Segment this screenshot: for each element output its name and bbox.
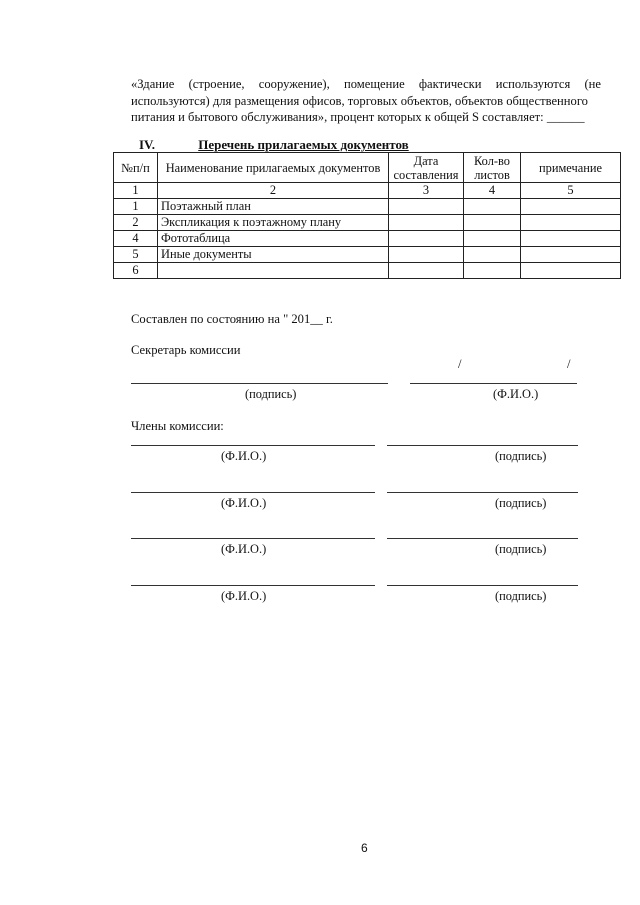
intro-line-2: питания и бытового обслуживания», процент которых к общей S составляет: ______: [131, 110, 585, 124]
header-date: Дата составления: [389, 153, 464, 183]
row-note: [521, 247, 621, 263]
row-sheets: [464, 247, 521, 263]
row-num: 6: [114, 263, 158, 279]
colnum-2: 2: [158, 183, 389, 199]
row-sheets: [464, 215, 521, 231]
row-sheets: [464, 263, 521, 279]
member-signature-caption: (подпись): [495, 589, 547, 603]
row-date: [389, 231, 464, 247]
member-signature-caption: (подпись): [495, 496, 547, 510]
header-num: №п/п: [114, 153, 158, 183]
intro-paragraph: [131, 76, 601, 126]
row-note: [521, 215, 621, 231]
table-row: [114, 263, 621, 279]
row-name: Иные документы: [158, 247, 389, 263]
member-name-line: [131, 585, 375, 586]
row-date: [389, 215, 464, 231]
secretary-slash-2: /: [567, 357, 571, 371]
member-signature-caption: (подпись): [495, 449, 547, 463]
composed-date-line: Составлен по состоянию на " 201__ г.: [131, 312, 333, 326]
header-sheets: Кол-во листов: [464, 153, 521, 183]
row-num: 5: [114, 247, 158, 263]
table-number-row: [114, 183, 621, 199]
member-name-line: [131, 445, 375, 446]
colnum-1: 1: [114, 183, 158, 199]
table-row: [114, 247, 621, 263]
member-signature-line: [387, 585, 578, 586]
row-note: [521, 231, 621, 247]
header-note: примечание: [521, 153, 621, 183]
section-heading: [139, 137, 409, 153]
row-note: [521, 199, 621, 215]
member-name-line: [131, 538, 375, 539]
secretary-name-caption: (Ф.И.О.): [493, 387, 539, 401]
row-note: [521, 263, 621, 279]
secretary-slash-1: /: [458, 357, 462, 371]
row-date: [389, 247, 464, 263]
colnum-3: 3: [389, 183, 464, 199]
member-signature-caption: (подпись): [495, 542, 547, 556]
documents-table: [113, 152, 621, 279]
row-num: 4: [114, 231, 158, 247]
row-sheets: [464, 199, 521, 215]
row-date: [389, 263, 464, 279]
page-number: 6: [361, 841, 368, 855]
table-row: [114, 231, 621, 247]
member-signature-line: [387, 492, 578, 493]
row-num: 1: [114, 199, 158, 215]
row-name: [158, 263, 389, 279]
table-header-row: [114, 153, 621, 183]
member-name-caption: (Ф.И.О.): [221, 589, 267, 603]
row-name: Экспликация к поэтажному плану: [158, 215, 389, 231]
member-name-caption: (Ф.И.О.): [221, 542, 267, 556]
colnum-4: 4: [464, 183, 521, 199]
member-name-line: [131, 492, 375, 493]
section-title: Перечень прилагаемых документов: [198, 137, 409, 152]
row-num: 2: [114, 215, 158, 231]
secretary-name-line: [410, 383, 577, 384]
table-row: [114, 199, 621, 215]
member-signature-line: [387, 445, 578, 446]
header-name: Наименование прилагаемых документов: [158, 153, 389, 183]
row-date: [389, 199, 464, 215]
secretary-label: Секретарь комиссии: [131, 343, 241, 357]
member-name-caption: (Ф.И.О.): [221, 449, 267, 463]
row-sheets: [464, 231, 521, 247]
table-row: [114, 215, 621, 231]
row-name: Поэтажный план: [158, 199, 389, 215]
member-name-caption: (Ф.И.О.): [221, 496, 267, 510]
member-signature-line: [387, 538, 578, 539]
secretary-signature-line: [131, 383, 388, 384]
secretary-signature-caption: (подпись): [245, 387, 297, 401]
colnum-5: 5: [521, 183, 621, 199]
members-label: Члены комиссии:: [131, 419, 224, 433]
intro-line-1: «Здание (строение, сооружение), помещение фактически используются (не используются) для размещения офисов, торговых объектов, объектов общественного: [131, 77, 601, 108]
section-number: IV.: [139, 137, 156, 152]
row-name: Фототаблица: [158, 231, 389, 247]
